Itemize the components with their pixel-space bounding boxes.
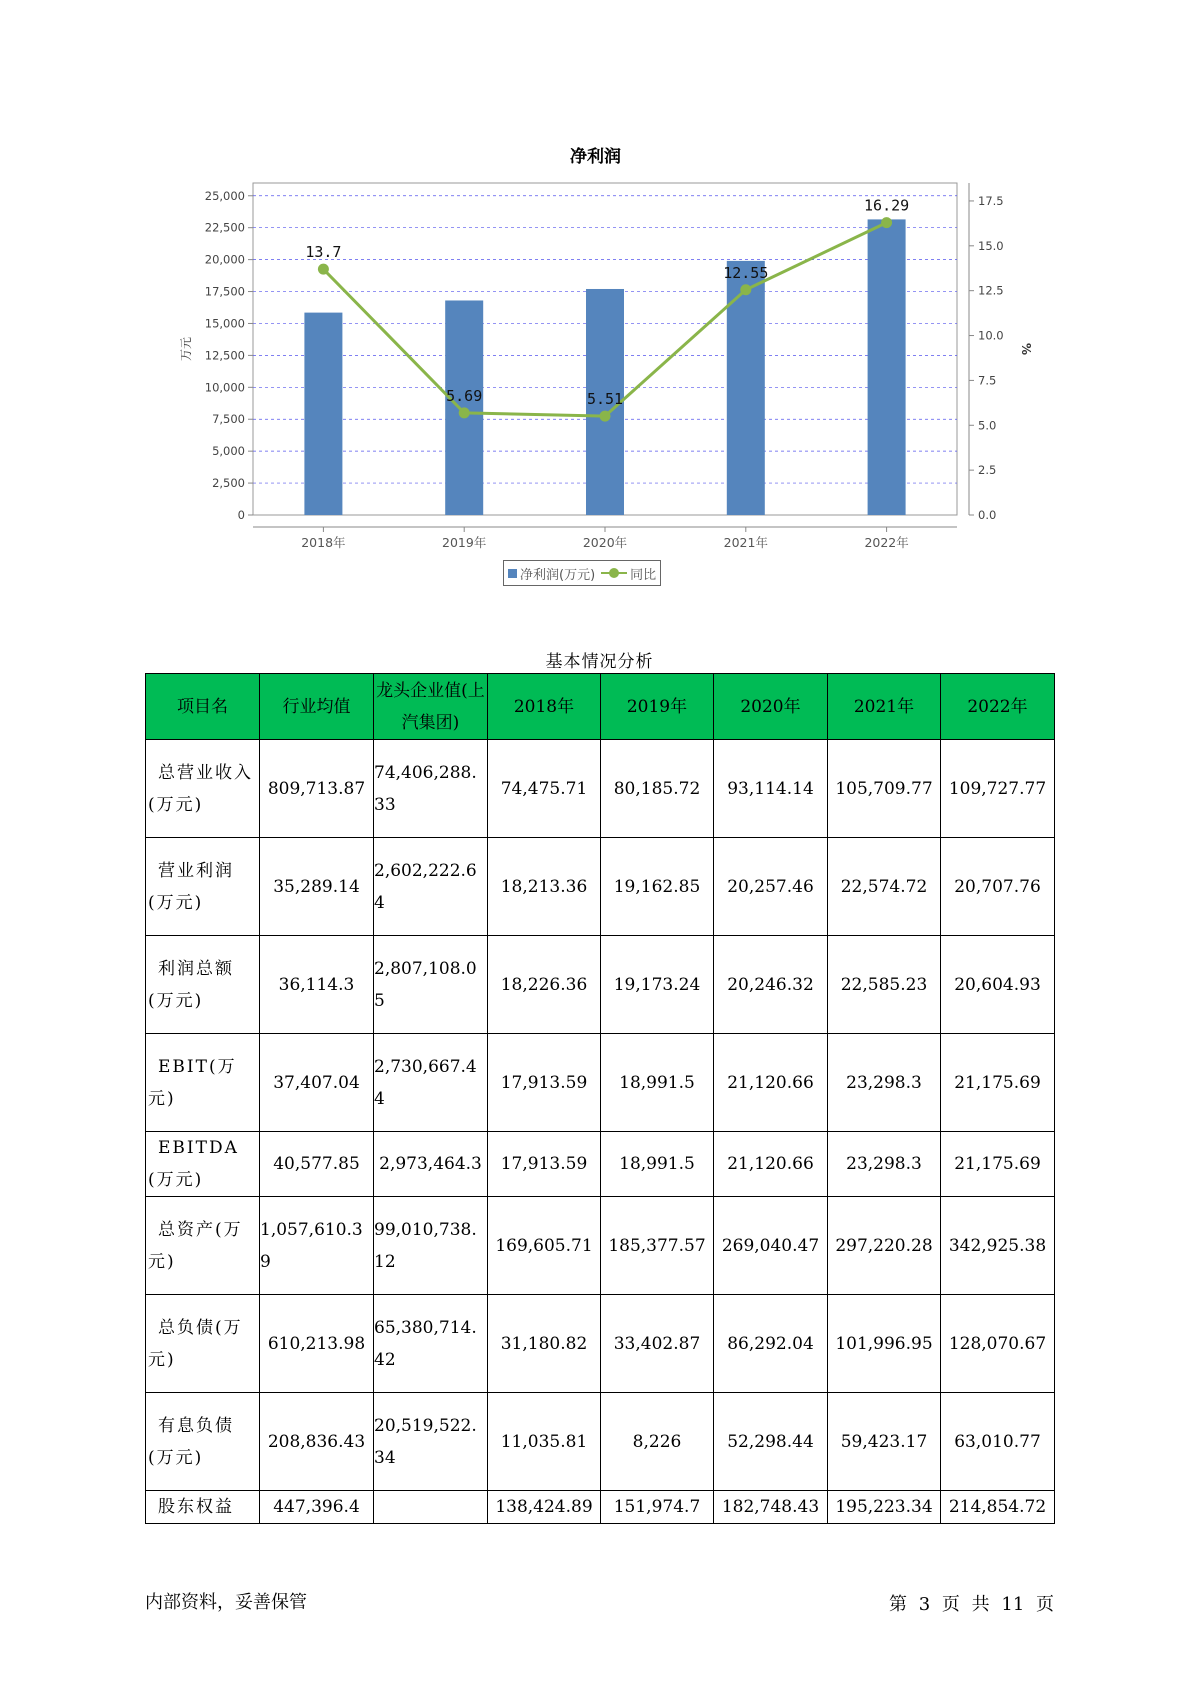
table-row	[146, 1393, 1055, 1491]
right-tick-label: 10.0	[978, 328, 1004, 343]
value-cell: 22,574.72	[828, 838, 941, 936]
value-cell: 63,010.77	[941, 1393, 1055, 1491]
chart-title: 净利润	[570, 147, 621, 167]
row-label-cell: 股东权益	[146, 1491, 260, 1524]
value-cell: 99,010,738.12	[374, 1197, 488, 1295]
value-cell: 101,996.95	[828, 1295, 941, 1393]
value-cell: 23,298.3	[828, 1132, 941, 1197]
value-cell: 297,220.28	[828, 1197, 941, 1295]
value-cell: 185,377.57	[601, 1197, 714, 1295]
row-label-cell: 营业利润(万元)	[146, 838, 260, 936]
legend-bar-label: 净利润(万元)	[520, 567, 596, 583]
value-cell: 31,180.82	[488, 1295, 601, 1393]
left-tick-label: 15,000	[204, 316, 245, 331]
value-cell: 809,713.87	[260, 740, 374, 838]
value-cell: 65,380,714.42	[374, 1295, 488, 1393]
row-label-cell: 总资产(万元)	[146, 1197, 260, 1295]
left-tick-label: 5,000	[212, 444, 245, 459]
yoy-data-label: 12.55	[723, 263, 769, 282]
table-row	[146, 1132, 1055, 1197]
table-row	[146, 838, 1055, 936]
value-cell: 22,585.23	[828, 936, 941, 1034]
value-cell: 21,175.69	[941, 1034, 1055, 1132]
value-cell: 214,854.72	[941, 1491, 1055, 1524]
value-cell: 21,120.66	[714, 1132, 828, 1197]
value-cell: 18,213.36	[488, 838, 601, 936]
table-row	[146, 936, 1055, 1034]
x-tick-label: 2020年	[582, 535, 628, 550]
value-cell: 20,519,522.34	[374, 1393, 488, 1491]
yoy-point	[740, 284, 751, 295]
value-cell: 182,748.43	[714, 1491, 828, 1524]
yoy-point	[459, 407, 470, 418]
value-cell: 138,424.89	[488, 1491, 601, 1524]
value-cell: 19,162.85	[601, 838, 714, 936]
value-cell: 93,114.14	[714, 740, 828, 838]
row-label-cell: 利润总额(万元)	[146, 936, 260, 1034]
value-cell: 52,298.44	[714, 1393, 828, 1491]
value-cell: 59,423.17	[828, 1393, 941, 1491]
header-2018: 2018年	[488, 674, 601, 740]
value-cell: 18,991.5	[601, 1132, 714, 1197]
value-cell: 20,707.76	[941, 838, 1055, 936]
value-cell: 40,577.85	[260, 1132, 374, 1197]
right-tick-label: 0.0	[978, 508, 997, 522]
header-item-name: 项目名	[146, 674, 260, 740]
left-tick-label: 25,000	[204, 188, 245, 203]
footer-confidential: 内部资料，妥善保管	[145, 1592, 307, 1613]
value-cell: 18,991.5	[601, 1034, 714, 1132]
value-cell: 195,223.34	[828, 1491, 941, 1524]
table-caption: 基本情况分析	[545, 652, 654, 672]
value-cell: 1,057,610.39	[260, 1197, 374, 1295]
left-tick-label: 0	[237, 508, 245, 522]
row-label-cell: 总营业收入(万元)	[146, 740, 260, 838]
yoy-point	[318, 264, 329, 275]
left-tick-label: 17,500	[204, 284, 245, 299]
value-cell: 151,974.7	[601, 1491, 714, 1524]
value-cell: 86,292.04	[714, 1295, 828, 1393]
x-tick-label: 2021年	[723, 535, 768, 550]
value-cell: 19,173.24	[601, 936, 714, 1034]
left-tick-label: 10,000	[204, 380, 245, 395]
legend-line-swatch	[601, 568, 627, 578]
value-cell: 74,475.71	[488, 740, 601, 838]
bar	[868, 219, 906, 515]
header-leader-value: 龙头企业值(上汽集团)	[374, 674, 488, 740]
bar	[727, 261, 765, 515]
row-label-cell: EBIT(万元)	[146, 1034, 260, 1132]
value-cell: 2,973,464.3	[374, 1132, 488, 1197]
table-body	[146, 740, 1055, 1524]
yoy-data-label: 13.7	[305, 243, 342, 262]
table-row	[146, 1491, 1055, 1524]
value-cell: 2,807,108.05	[374, 936, 488, 1034]
value-cell: 18,226.36	[488, 936, 601, 1034]
header-2022: 2022年	[941, 674, 1055, 740]
legend-line-label: 同比	[630, 567, 657, 583]
yoy-data-label: 16.29	[864, 196, 910, 215]
y-axis-right-title: %	[1019, 342, 1033, 356]
right-tick-label: 2.5	[978, 463, 997, 478]
table-header-row	[146, 674, 1055, 740]
value-cell	[374, 1491, 488, 1524]
row-label-cell: 总负债(万元)	[146, 1295, 260, 1393]
value-cell: 17,913.59	[488, 1034, 601, 1132]
net-profit-chart	[0, 0, 1191, 600]
value-cell: 447,396.4	[260, 1491, 374, 1524]
x-tick-label: 2018年	[301, 535, 346, 550]
x-tick-label: 2019年	[442, 535, 487, 550]
bar	[304, 313, 342, 515]
value-cell: 105,709.77	[828, 740, 941, 838]
value-cell: 2,730,667.44	[374, 1034, 488, 1132]
value-cell: 33,402.87	[601, 1295, 714, 1393]
left-tick-label: 22,500	[204, 220, 245, 235]
table-row	[146, 1295, 1055, 1393]
value-cell: 21,120.66	[714, 1034, 828, 1132]
value-cell: 80,185.72	[601, 740, 714, 838]
table-row	[146, 1034, 1055, 1132]
value-cell: 74,406,288.33	[374, 740, 488, 838]
value-cell: 610,213.98	[260, 1295, 374, 1393]
yoy-point	[600, 411, 611, 422]
value-cell: 109,727.77	[941, 740, 1055, 838]
table-row	[146, 740, 1055, 838]
left-tick-label: 2,500	[212, 476, 245, 491]
x-tick-label: 2022年	[864, 535, 909, 550]
value-cell: 128,070.67	[941, 1295, 1055, 1393]
chart-canvas	[0, 0, 1191, 600]
row-label-cell: EBITDA(万元)	[146, 1132, 260, 1197]
right-tick-label: 12.5	[978, 283, 1004, 298]
value-cell: 20,257.46	[714, 838, 828, 936]
row-label-cell: 有息负债(万元)	[146, 1393, 260, 1491]
value-cell: 208,836.43	[260, 1393, 374, 1491]
value-cell: 35,289.14	[260, 838, 374, 936]
header-2021: 2021年	[828, 674, 941, 740]
right-tick-label: 17.5	[978, 193, 1004, 208]
yoy-point	[881, 217, 892, 228]
right-tick-label: 7.5	[978, 373, 997, 388]
yoy-data-label: 5.51	[586, 390, 624, 409]
basic-analysis-table	[145, 673, 1055, 1524]
left-tick-label: 12,500	[204, 348, 245, 363]
table-row	[146, 1197, 1055, 1295]
value-cell: 342,925.38	[941, 1197, 1055, 1295]
value-cell: 20,246.32	[714, 936, 828, 1034]
value-cell: 23,298.3	[828, 1034, 941, 1132]
header-2019: 2019年	[601, 674, 714, 740]
value-cell: 37,407.04	[260, 1034, 374, 1132]
value-cell: 2,602,222.64	[374, 838, 488, 936]
value-cell: 269,040.47	[714, 1197, 828, 1295]
value-cell: 11,035.81	[488, 1393, 601, 1491]
value-cell: 36,114.3	[260, 936, 374, 1034]
y-axis-title: 万元	[179, 336, 193, 362]
chart-legend	[503, 560, 661, 586]
left-tick-label: 20,000	[204, 252, 245, 267]
right-tick-label: 5.0	[978, 418, 997, 433]
value-cell: 169,605.71	[488, 1197, 601, 1295]
left-tick-label: 7,500	[212, 412, 245, 427]
value-cell: 8,226	[601, 1393, 714, 1491]
value-cell: 21,175.69	[941, 1132, 1055, 1197]
yoy-data-label: 5.69	[446, 386, 483, 405]
footer-page-number: 第 3 页 共 11 页	[889, 1594, 1054, 1615]
value-cell: 17,913.59	[488, 1132, 601, 1197]
header-2020: 2020年	[714, 674, 828, 740]
header-industry-avg: 行业均值	[260, 674, 374, 740]
legend-bar-swatch	[508, 569, 517, 578]
value-cell: 20,604.93	[941, 936, 1055, 1034]
right-tick-label: 15.0	[978, 238, 1004, 253]
